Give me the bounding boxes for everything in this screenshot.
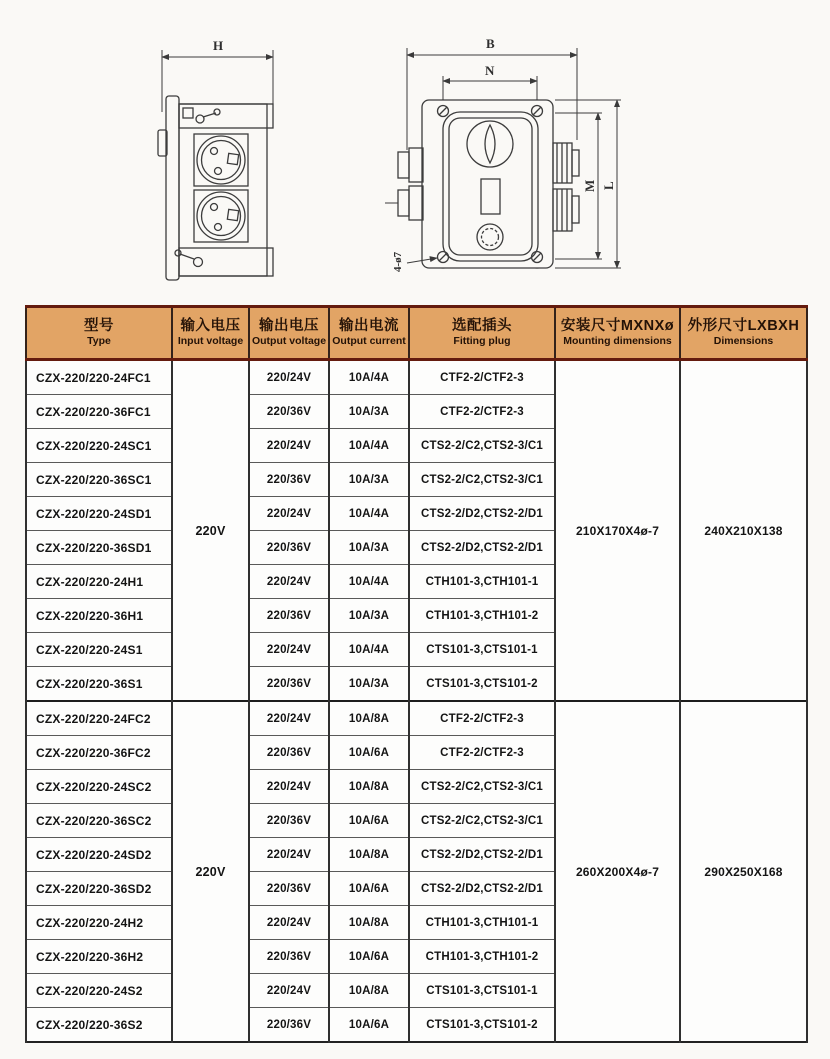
cell-mounting-dimensions: 210X170X4ø-7 [555,360,680,702]
enclosure-body [422,100,553,268]
cell-output-voltage: 220/36V [249,599,329,633]
column-header-zh: 选配插头 [452,317,512,334]
cell-model: CZX-220/220-24SD1 [26,497,172,531]
cell-output-current: 10A/6A [329,804,409,838]
cell-output-voltage: 220/36V [249,804,329,838]
cell-fitting-plug: CTS2-2/C2,CTS2-3/C1 [409,463,555,497]
cell-model: CZX-220/220-36SD2 [26,872,172,906]
cell-output-current: 10A/3A [329,463,409,497]
cell-output-current: 10A/3A [329,531,409,565]
cable-gland-2 [385,186,423,220]
cell-output-voltage: 220/36V [249,667,329,702]
side-connector-2 [553,189,579,231]
side-connector-1 [553,143,579,183]
cell-output-current: 10A/6A [329,1008,409,1043]
cell-output-current: 10A/4A [329,497,409,531]
cell-output-voltage: 220/24V [249,360,329,395]
cell-model: CZX-220/220-36S2 [26,1008,172,1043]
cell-model: CZX-220/220-36SD1 [26,531,172,565]
column-header-zh: 输出电流 [339,317,399,334]
cell-fitting-plug: CTS2-2/C2,CTS2-3/C1 [409,804,555,838]
cell-output-current: 10A/3A [329,395,409,429]
mounting-plate [166,96,179,280]
column-header [329,307,409,360]
cell-output-current: 10A/8A [329,974,409,1008]
cell-model: CZX-220/220-24FC2 [26,701,172,736]
column-header-zh: 安装尺寸MXNXø [560,317,675,334]
cell-fitting-plug: CTS101-3,CTS101-1 [409,974,555,1008]
cell-fitting-plug: CTF2-2/CTF2-3 [409,701,555,736]
dim-m-label: M [582,179,597,192]
dim-b-label: B [486,36,495,51]
cell-output-voltage: 220/24V [249,633,329,667]
cell-fitting-plug: CTS2-2/D2,CTS2-2/D1 [409,497,555,531]
cell-output-current: 10A/8A [329,838,409,872]
cell-model: CZX-220/220-24FC1 [26,360,172,395]
cell-output-current: 10A/6A [329,940,409,974]
cell-output-voltage: 220/24V [249,770,329,804]
side-view-drawing [158,50,273,280]
cell-output-voltage: 220/36V [249,736,329,770]
cell-output-current: 10A/8A [329,770,409,804]
cell-model: CZX-220/220-24H1 [26,565,172,599]
column-header [409,307,555,360]
cell-fitting-plug: CTS101-3,CTS101-2 [409,1008,555,1043]
column-header [26,307,172,360]
cell-model: CZX-220/220-36SC1 [26,463,172,497]
cell-model: CZX-220/220-36FC1 [26,395,172,429]
column-header-zh: 外形尺寸LXBXH [687,317,800,334]
cell-model: CZX-220/220-24S1 [26,633,172,667]
column-header-en: Fitting plug [453,335,511,348]
cable-gland-1 [398,148,423,182]
cell-fitting-plug: CTH101-3,CTH101-1 [409,906,555,940]
cell-output-voltage: 220/36V [249,940,329,974]
cell-model: CZX-220/220-24H2 [26,906,172,940]
cell-output-current: 10A/3A [329,599,409,633]
cell-fitting-plug: CTS2-2/D2,CTS2-2/D1 [409,531,555,565]
cell-output-voltage: 220/24V [249,565,329,599]
cell-output-voltage: 220/24V [249,838,329,872]
spec-table-container [25,305,806,1043]
cell-output-voltage: 220/24V [249,429,329,463]
cell-fitting-plug: CTS2-2/C2,CTS2-3/C1 [409,770,555,804]
holes-callout-label: 4-ø7 [392,251,404,272]
spec-table [25,305,808,1043]
cell-fitting-plug: CTS101-3,CTS101-1 [409,633,555,667]
cell-model: CZX-220/220-36H1 [26,599,172,633]
socket-2 [194,190,248,242]
column-header-en: Mounting dimensions [563,335,672,348]
table-body [26,360,807,1043]
column-header-en: Output voltage [251,335,327,348]
cell-model: CZX-220/220-24SC2 [26,770,172,804]
column-header-en: Input voltage [177,335,244,348]
cell-output-voltage: 220/24V [249,974,329,1008]
cell-model: CZX-220/220-24SC1 [26,429,172,463]
column-header [249,307,329,360]
cell-fitting-plug: CTS2-2/C2,CTS2-3/C1 [409,429,555,463]
dim-h-label: H [213,38,224,53]
cell-dimensions: 240X210X138 [680,360,807,702]
cell-output-current: 10A/4A [329,633,409,667]
cell-output-current: 10A/4A [329,360,409,395]
cell-output-current: 10A/8A [329,701,409,736]
drawings-svg [0,0,830,302]
column-header-zh: 型号 [84,317,114,334]
cell-input-voltage: 220V [172,360,249,702]
technical-drawings [0,0,830,302]
cell-output-current: 10A/3A [329,667,409,702]
cell-fitting-plug: CTS2-2/D2,CTS2-2/D1 [409,872,555,906]
cell-output-voltage: 220/36V [249,1008,329,1043]
column-header-en: Type [87,335,111,348]
table-row [26,360,807,395]
column-header-en: Output current [332,335,406,348]
cell-fitting-plug: CTS101-3,CTS101-2 [409,667,555,702]
dim-l-label: L [601,181,616,190]
column-header-zh: 输出电压 [259,317,319,334]
cell-model: CZX-220/220-24SD2 [26,838,172,872]
front-view-drawing [385,48,621,268]
cell-output-current: 10A/4A [329,565,409,599]
cell-model: CZX-220/220-36S1 [26,667,172,702]
table-header-row [26,307,807,360]
cell-dimensions: 290X250X168 [680,701,807,1042]
cell-output-voltage: 220/24V [249,906,329,940]
cell-output-voltage: 220/36V [249,395,329,429]
cell-model: CZX-220/220-24S2 [26,974,172,1008]
column-header [172,307,249,360]
cell-fitting-plug: CTF2-2/CTF2-3 [409,395,555,429]
cell-output-voltage: 220/36V [249,872,329,906]
cell-model: CZX-220/220-36FC2 [26,736,172,770]
cell-fitting-plug: CTS2-2/D2,CTS2-2/D1 [409,838,555,872]
cell-output-voltage: 220/36V [249,463,329,497]
cell-output-current: 10A/6A [329,736,409,770]
cell-fitting-plug: CTH101-3,CTH101-1 [409,565,555,599]
cell-output-voltage: 220/24V [249,701,329,736]
cell-output-current: 10A/4A [329,429,409,463]
cell-output-current: 10A/8A [329,906,409,940]
column-header-zh: 输入电压 [180,317,241,334]
cell-fitting-plug: CTH101-3,CTH101-2 [409,599,555,633]
socket-1 [194,134,248,186]
cell-input-voltage: 220V [172,701,249,1042]
cell-model: CZX-220/220-36H2 [26,940,172,974]
cell-mounting-dimensions: 260X200X4ø-7 [555,701,680,1042]
column-header-en: Dimensions [713,335,774,348]
column-header [555,307,680,360]
table-row [26,701,807,736]
dim-n-label: N [485,63,495,78]
cell-fitting-plug: CTF2-2/CTF2-3 [409,360,555,395]
cell-model: CZX-220/220-36SC2 [26,804,172,838]
cell-fitting-plug: CTH101-3,CTH101-2 [409,940,555,974]
cell-output-current: 10A/6A [329,872,409,906]
cell-fitting-plug: CTF2-2/CTF2-3 [409,736,555,770]
cell-output-voltage: 220/36V [249,531,329,565]
cell-output-voltage: 220/24V [249,497,329,531]
column-header [680,307,807,360]
